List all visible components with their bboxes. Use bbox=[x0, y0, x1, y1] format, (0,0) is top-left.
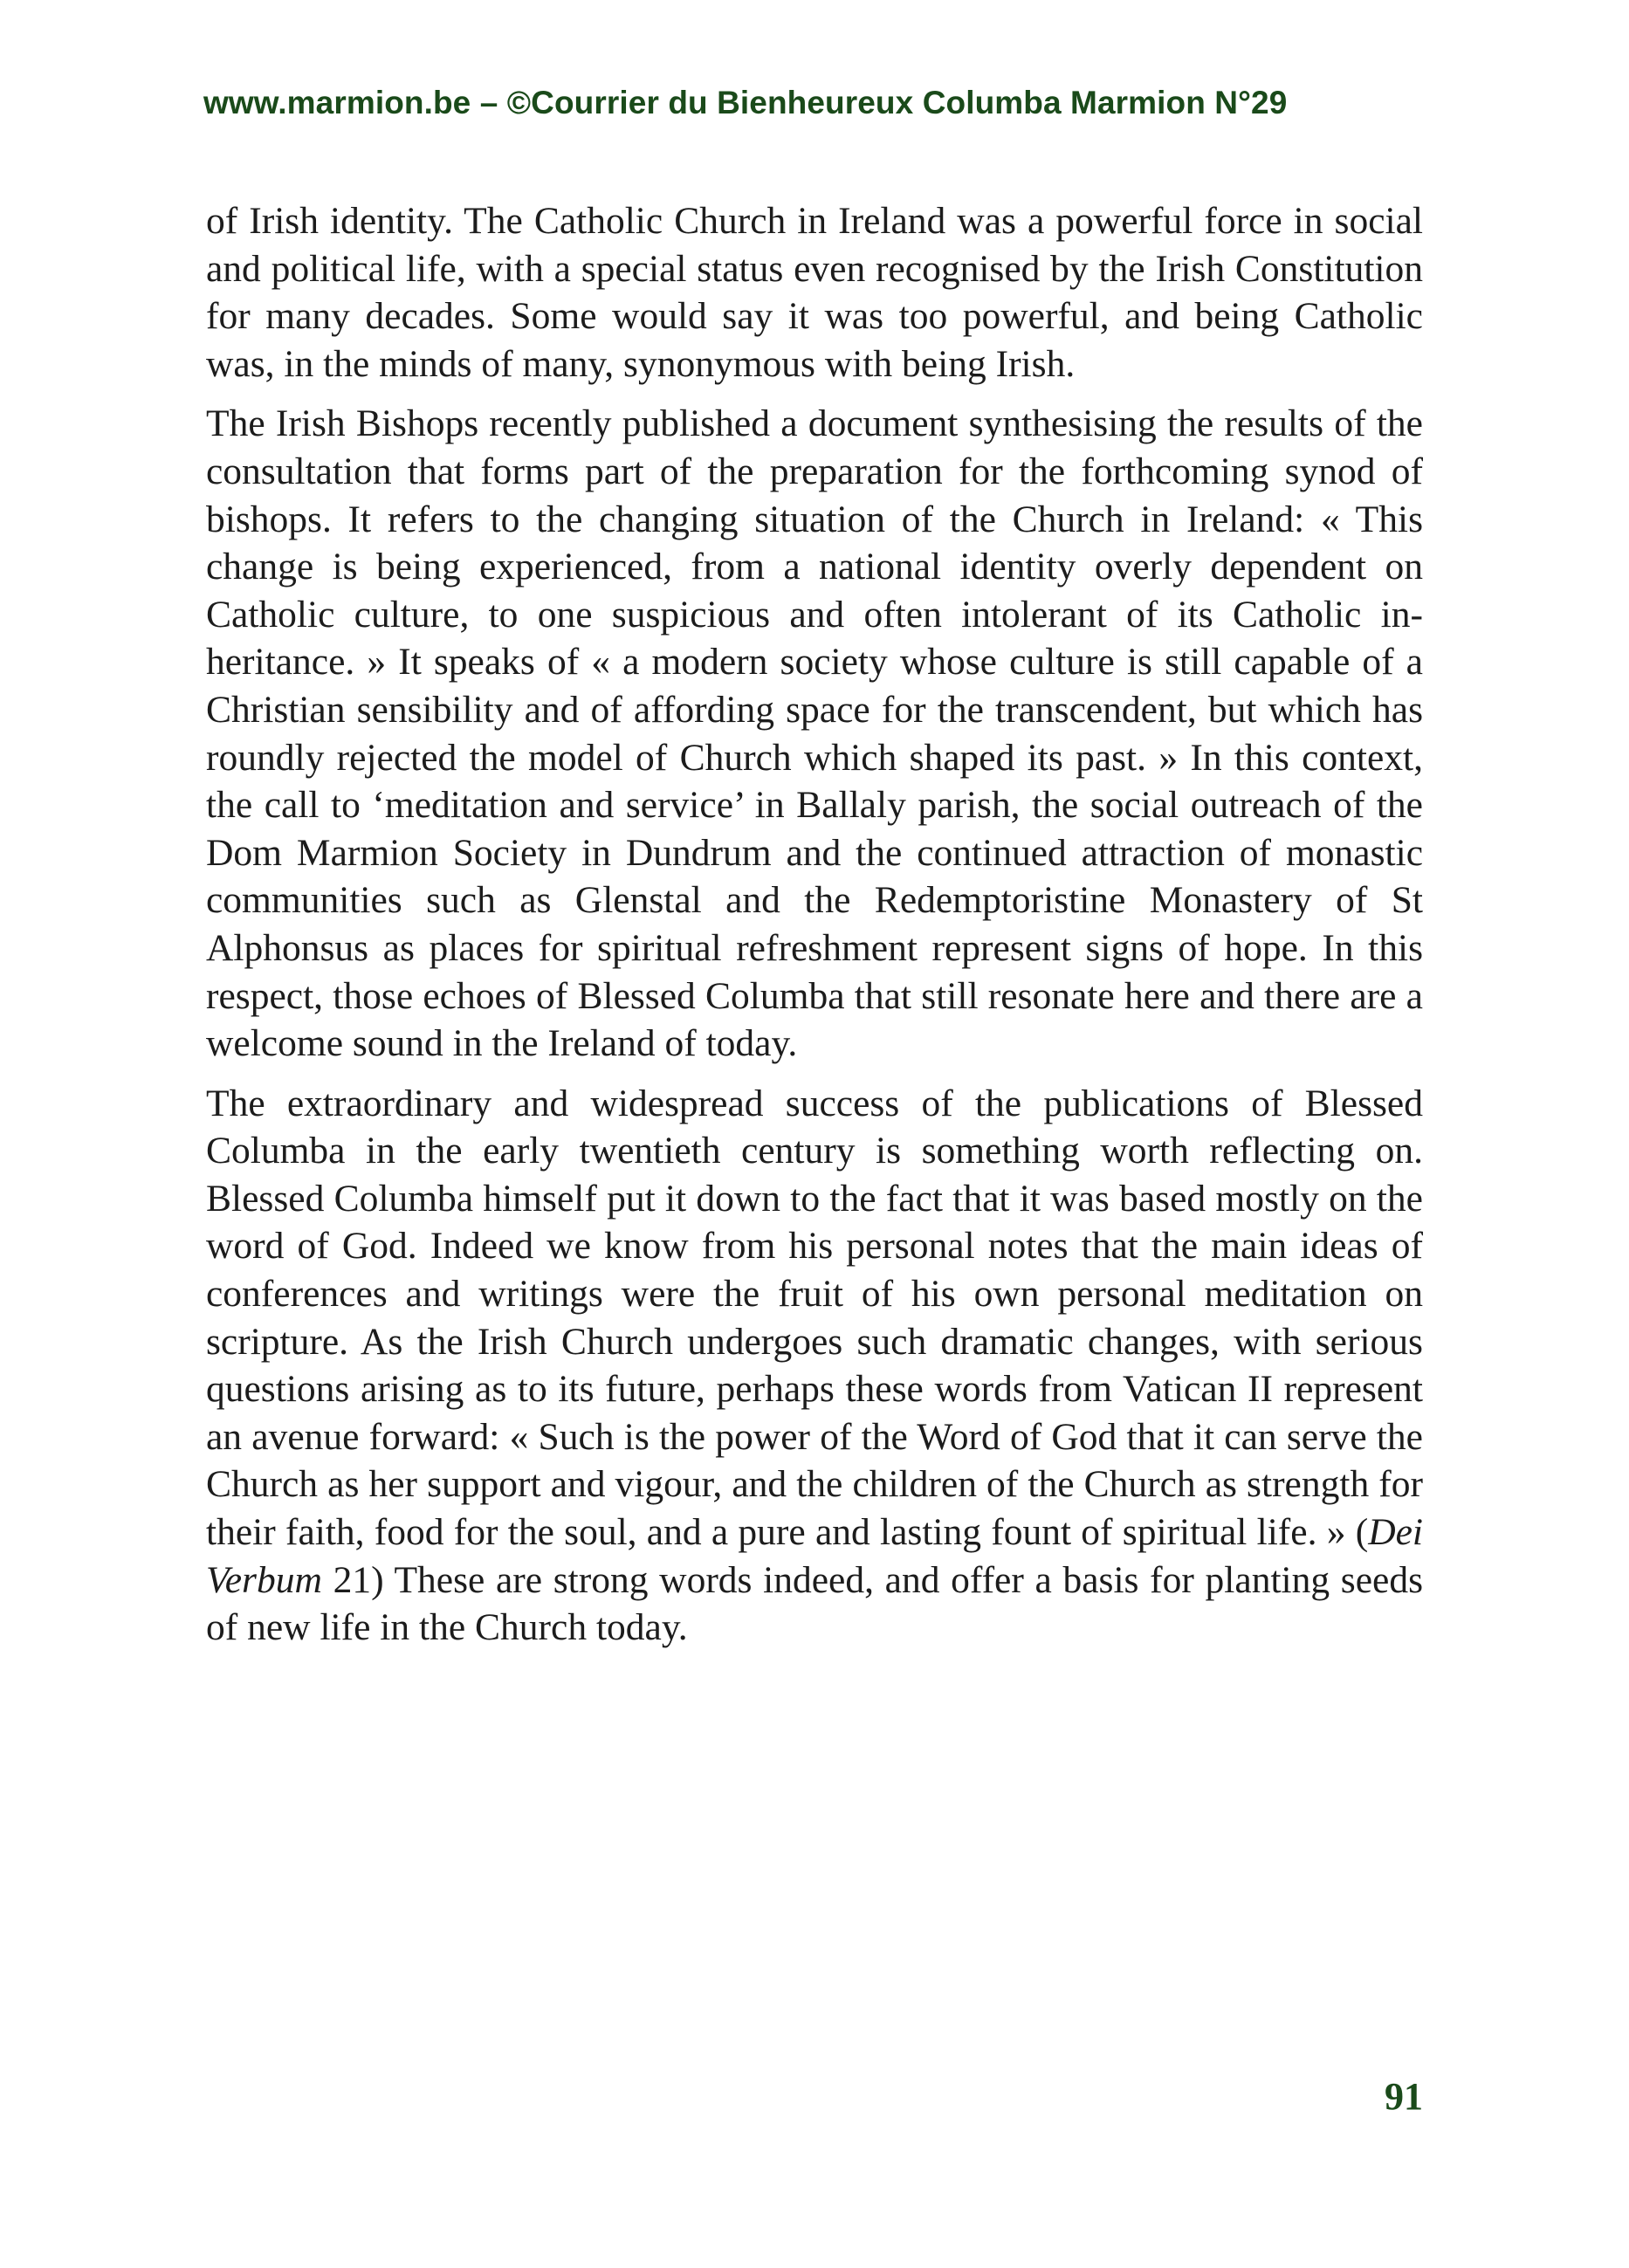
page-number: 91 bbox=[1385, 2075, 1423, 2118]
paragraph-text-after: 21) These are strong words indeed, and offer a basis for planting seeds of new life in the Church today. bbox=[206, 1558, 1423, 1649]
paragraph-irish-identity: of Irish identity. The Catholic Church in Ireland was a powerful force in social and political life, with a special status even recognised by the Irish Constitution for many decades. Some would say it was too powerful, and being Catholic was, in the minds of many, synonymous with being Irish. bbox=[206, 200, 1423, 385]
paragraph-text-before: The extraordinary and widespread success of the publications of Blessed Columba in the early twentieth century is something worth reflecting on. Blessed Columba himself put it down to the fact that it was based mostly on the word of God. Indeed we know from his personal notes that the main ideas of conferences and writings were the fruit of his own personal meditation on scripture. As the Irish Church undergoes such dramatic changes, with serious questions arising as to its future, perhaps these words from Vatican II represent an avenue forward: « Such is the power of the Word of God that it can serve the Church as her support and vigour, and the children of the Church as strength for their faith, food for the soul, and a pure and lasting fount of spiritual life. » ( bbox=[206, 1082, 1423, 1554]
paragraph-publications-success bbox=[206, 1080, 1423, 1652]
article-body bbox=[206, 197, 1423, 1664]
paragraph-irish-bishops: The Irish Bishops recently published a document synthesising the results of the consultation that forms part of the preparation for the forthcoming synod of bishops. It refers to the changing situation of the Church in Ireland: « This change is being experienced, from a national identity overly dependent on Catholic culture, to one suspicious and often intolerant of its Catholic inheritance. » It speaks of « a modern society whose culture is still capable of a Christian sensibility and of affording space for the transcendent, but which has roundly rejected the model of Church which shaped its past. » In this context, the call to ‘meditation and service’ in Ballaly parish, the social outreach of the Dom Marmion Society in Dundrum and the continued attraction of monastic communities such as Glenstal and the Redemptoristine Monastery of St Alphonsus as places for spiritual refreshment represent signs of hope. In this respect, those echoes of Blessed Columba that still resonate here and there are a welcome sound in the Ireland of today. bbox=[206, 402, 1423, 1065]
running-header: www.marmion.be – ©Courrier du Bienheureux Columba Marmion N°29 bbox=[203, 85, 1288, 120]
citation-title: Dei Verbum bbox=[206, 1511, 1423, 1601]
